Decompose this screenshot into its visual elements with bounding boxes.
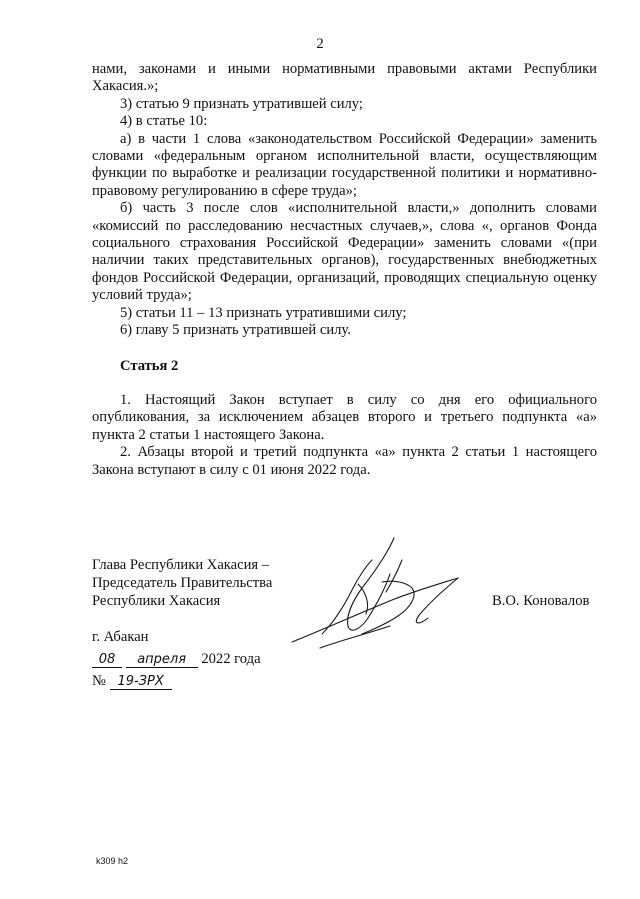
paragraph: б) часть 3 после слов «исполнительной власти,» дополнить словами «комиссий по расследованию несчастных случаев,», слова «, органов Фонда социального страхования Российской Федерации» заменить словами «(при наличии таких представительных органов), государственных внебюджетных фондов Российской Федерации, организаций, проводящих специальную оценку условий труда»;: [92, 200, 597, 304]
signatory-name: В.О. Коновалов: [492, 593, 590, 609]
page-number: 2: [316, 36, 324, 52]
date-line: [92, 648, 261, 670]
handwritten-signature: [262, 530, 492, 660]
law-number-line: [92, 670, 261, 692]
paragraph: 5) статьи 11 – 13 признать утратившими силу;: [120, 304, 407, 321]
document-body: [92, 61, 597, 479]
signatory-title-line: Республики Хакасия: [92, 592, 221, 609]
signatory-title: [92, 557, 272, 610]
date-month: апреля: [126, 652, 198, 668]
date-day: 08: [92, 652, 122, 668]
signatory-title-line: Глава Республики Хакасия –: [92, 557, 270, 573]
paragraph: 6) главу 5 признать утратившей силу.: [120, 322, 351, 339]
paragraph: 4) в статье 10:: [120, 113, 208, 130]
paragraph: нами, законами и иными нормативными правовыми актами Республики Хакасия.»;: [92, 61, 597, 95]
city: г. Абакан: [92, 629, 149, 645]
date-year: 2022 года: [201, 651, 261, 667]
paragraph: 3) статью 9 признать утратившей силу;: [120, 95, 363, 112]
article-heading: Статья 2: [120, 357, 179, 374]
signatory-title-line: Председатель Правительства: [92, 574, 273, 591]
paragraph: а) в части 1 слова «законодательством Российской Федерации» заменить словами «федеральным органом исполнительной власти, осуществляющим функции по выработке и реализации государственной политики и нормативно-правовому регулированию в сфере труда»;: [92, 130, 597, 199]
footer-code: k309 h2: [96, 856, 129, 866]
place-and-date: [92, 626, 261, 692]
law-number: 19-ЗРХ: [110, 674, 172, 690]
number-sign: №: [92, 673, 106, 689]
paragraph: 2. Абзацы второй и третий подпункта «а» пункта 2 статьи 1 настоящего Закона вступают в силу с 01 июня 2022 года.: [92, 444, 597, 478]
paragraph: 1. Настоящий Закон вступает в силу со дня его официального опубликования, за исключением абзацев второго и третьего подпункта «а» пункта 2 статьи 1 настоящего Закона.: [92, 391, 597, 443]
